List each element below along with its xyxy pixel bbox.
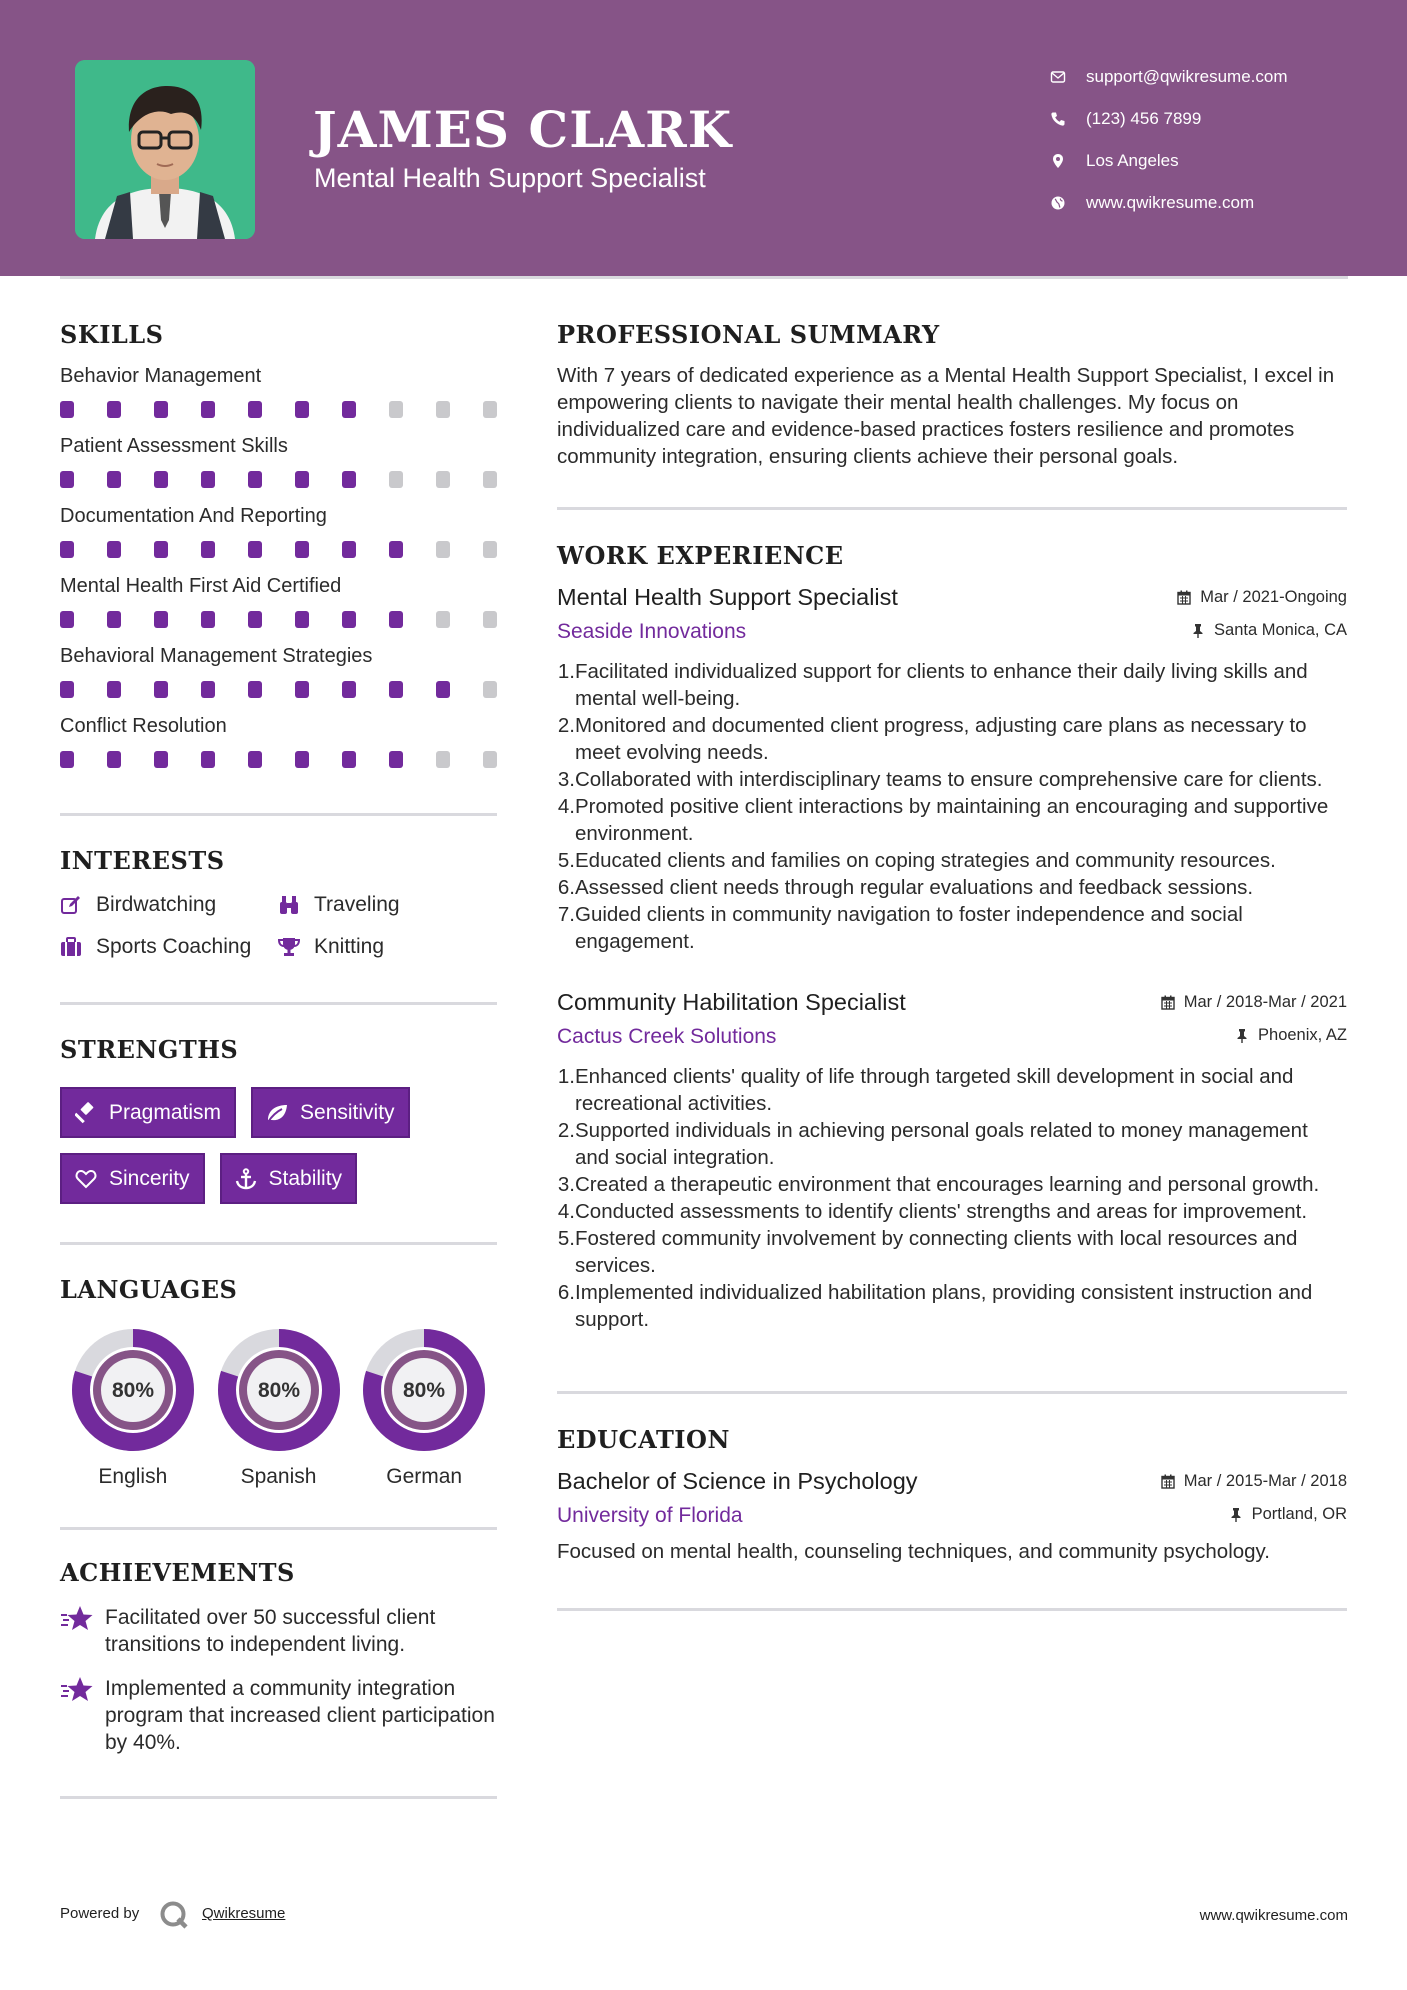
skill-dot-filled	[248, 401, 262, 418]
skill-level-dots	[60, 401, 497, 419]
strength-tag	[60, 1153, 205, 1204]
skill-dot-filled	[154, 541, 168, 558]
skill-dot-empty	[483, 611, 497, 628]
interest-item	[60, 893, 278, 917]
skill-dot-filled	[248, 751, 262, 768]
skill-dot-empty	[389, 401, 403, 418]
job-location	[1191, 621, 1347, 640]
skill-level-dots	[60, 541, 497, 559]
section-divider	[557, 1391, 1347, 1394]
job-bullet	[557, 1198, 1347, 1225]
company-name: Cactus Creek Solutions	[557, 1025, 777, 1048]
skill-dot-empty	[389, 471, 403, 488]
bullet-number: 4.	[557, 1200, 575, 1223]
bullet-number: 4.	[557, 795, 575, 818]
section-divider	[557, 1608, 1347, 1611]
resume-header	[0, 0, 1407, 276]
skill-dot-filled	[295, 401, 309, 418]
interest-item	[60, 935, 278, 959]
skill-dot-filled	[201, 541, 215, 558]
language-percent: 80%	[403, 1379, 446, 1402]
section-divider	[60, 1527, 497, 1530]
briefcase-icon	[60, 936, 84, 958]
education-dates	[1161, 1472, 1347, 1491]
interest-item	[278, 935, 478, 959]
achievement-text: Facilitated over 50 successful client transitions to independent living.	[105, 1606, 436, 1656]
company-name: Seaside Innovations	[557, 620, 747, 643]
interest-item	[278, 893, 478, 917]
job-bullet	[557, 1279, 1347, 1333]
contact-location	[1050, 140, 1380, 182]
skill-dot-filled	[107, 471, 121, 488]
skill-dot-filled	[60, 751, 74, 768]
language-item	[206, 1329, 352, 1489]
powered-by-label: Powered by	[60, 1905, 140, 1922]
language-percent: 80%	[111, 1379, 154, 1402]
contact-website-text: www.qwikresume.com	[1086, 193, 1255, 212]
pushpin-icon	[1191, 623, 1205, 638]
calendar-icon	[1161, 995, 1175, 1010]
gavel-icon	[75, 1102, 97, 1124]
bullet-text: Monitored and documented client progress, adjusting care plans as necessary to meet evolving needs.	[575, 714, 1307, 764]
footer-website[interactable]: www.qwikresume.com	[1199, 1907, 1348, 1924]
skill-dot-empty	[483, 541, 497, 558]
skill-dot-filled	[154, 611, 168, 628]
education-heading: EDUCATION	[557, 1425, 730, 1454]
strengths-list	[60, 1087, 460, 1204]
bullet-number: 5.	[557, 849, 575, 872]
job-subhead	[557, 1025, 1347, 1049]
education-section	[557, 1425, 1347, 1565]
bullet-number: 3.	[557, 1173, 575, 1196]
education-description: Focused on mental health, counseling techniques, and community psychology.	[557, 1540, 1270, 1563]
job-title: Community Habilitation Specialist	[557, 989, 906, 1015]
skill-dot-filled	[154, 751, 168, 768]
skill-level-dots	[60, 471, 497, 489]
skills-section	[60, 320, 497, 769]
interests-section	[60, 846, 497, 959]
bullet-text: Collaborated with interdisciplinary teams to ensure comprehensive care for clients.	[575, 768, 1323, 791]
skill-dot-filled	[295, 471, 309, 488]
person-portrait-icon	[75, 60, 255, 239]
bullet-text: Conducted assessments to identify clients' strengths and areas for improvement.	[575, 1200, 1308, 1223]
job-entry	[557, 584, 1347, 955]
skill-dot-filled	[389, 541, 403, 558]
bullet-text: Implemented individualized habilitation plans, providing consistent instruction and support.	[575, 1281, 1313, 1331]
skill-dot-filled	[107, 751, 121, 768]
skill-dot-empty	[436, 751, 450, 768]
job-entry	[557, 989, 1347, 1333]
contact-location-text: Los Angeles	[1086, 151, 1179, 170]
job-dates-text: Mar / 2018-Mar / 2021	[1183, 993, 1347, 1011]
language-percent: 80%	[257, 1379, 300, 1402]
skill-name: Behavioral Management Strategies	[60, 645, 373, 667]
job-dates	[1177, 588, 1347, 607]
bullet-number: 7.	[557, 903, 575, 926]
language-name: German	[386, 1465, 463, 1488]
strength-label: Sensitivity	[300, 1100, 395, 1124]
interests-list	[60, 893, 497, 959]
binoculars-icon	[278, 894, 302, 916]
achievements-heading: ACHIEVEMENTS	[60, 1558, 295, 1587]
job-bullet	[557, 874, 1347, 901]
interests-heading: INTERESTS	[60, 846, 225, 875]
skill-dot-filled	[107, 541, 121, 558]
brand-link[interactable]: Qwikresume	[202, 1905, 286, 1922]
skill-dot-filled	[342, 611, 356, 628]
candidate-name: JAMES CLARK	[313, 100, 733, 159]
job-bullet	[557, 793, 1347, 847]
job-bullets	[557, 1063, 1347, 1333]
candidate-title: Mental Health Support Specialist	[314, 163, 706, 193]
language-donut	[363, 1329, 485, 1451]
strength-label: Stability	[268, 1166, 343, 1190]
skill-name: Conflict Resolution	[60, 715, 227, 737]
bullet-number: 5.	[557, 1227, 575, 1250]
contact-phone[interactable]	[1050, 98, 1380, 140]
leaf-icon	[266, 1102, 288, 1124]
contact-email-text: support@qwikresume.com	[1086, 67, 1288, 86]
skill-dot-filled	[248, 681, 262, 698]
strengths-heading: STRENGTHS	[60, 1035, 239, 1064]
left-column	[60, 320, 497, 1799]
section-divider	[60, 1796, 497, 1799]
skill-name: Behavior Management	[60, 365, 262, 387]
skill-dot-filled	[60, 401, 74, 418]
achievement-item	[60, 1604, 497, 1658]
skill-dot-filled	[436, 681, 450, 698]
job-bullet	[557, 658, 1347, 712]
skill-dot-empty	[436, 471, 450, 488]
education-location-text: Portland, OR	[1251, 1505, 1347, 1523]
skill-dot-filled	[342, 681, 356, 698]
trophy-icon	[278, 936, 302, 958]
skill-dot-filled	[295, 611, 309, 628]
job-bullet	[557, 1063, 1347, 1117]
education-head	[557, 1468, 1347, 1495]
skills-list	[60, 365, 497, 769]
skill-dot-filled	[107, 611, 121, 628]
skill-name: Mental Health First Aid Certified	[60, 575, 342, 597]
skill-dot-empty	[483, 471, 497, 488]
contact-website[interactable]	[1050, 182, 1380, 224]
section-divider	[60, 1002, 497, 1005]
job-bullet	[557, 901, 1347, 955]
contact-phone-text: (123) 456 7899	[1086, 109, 1202, 128]
skill-dot-filled	[248, 541, 262, 558]
education-location	[1229, 1505, 1347, 1524]
contact-email[interactable]	[1050, 56, 1380, 98]
education-dates-text: Mar / 2015-Mar / 2018	[1183, 1472, 1347, 1490]
contact-list	[1050, 56, 1380, 224]
envelope-icon	[1050, 69, 1066, 85]
skill-level-dots	[60, 611, 497, 629]
section-divider	[60, 1242, 497, 1245]
skill-level-dots	[60, 751, 497, 769]
skill-dot-filled	[201, 401, 215, 418]
page-footer	[60, 1900, 1348, 1930]
skill-dot-filled	[342, 541, 356, 558]
skill-dot-filled	[248, 471, 262, 488]
map-pin-icon	[1050, 153, 1066, 169]
jobs-list	[557, 584, 1347, 1333]
language-name: English	[98, 1465, 168, 1488]
skill-dot-filled	[154, 401, 168, 418]
header-divider	[60, 276, 1348, 279]
bullet-number: 6.	[557, 1281, 575, 1304]
skill-dot-empty	[483, 401, 497, 418]
job-dates-text: Mar / 2021-Ongoing	[1200, 588, 1347, 606]
degree-title: Bachelor of Science in Psychology	[557, 1468, 918, 1494]
strength-tag	[251, 1087, 410, 1138]
bullet-text: Enhanced clients' quality of life through targeted skill development in social and recreational activities.	[575, 1065, 1294, 1115]
job-location-text: Santa Monica, CA	[1214, 621, 1347, 639]
strength-tag	[60, 1087, 236, 1138]
bullet-text: Guided clients in community navigation to foster independence and social engagement.	[575, 903, 1243, 953]
skill-dot-empty	[436, 611, 450, 628]
strength-label: Pragmatism	[109, 1100, 222, 1124]
language-item	[60, 1329, 206, 1489]
section-divider	[60, 813, 497, 816]
skill-dot-filled	[154, 681, 168, 698]
job-bullet	[557, 847, 1347, 874]
experience-heading: WORK EXPERIENCE	[557, 541, 844, 570]
skill-dot-filled	[107, 681, 121, 698]
skill-dot-filled	[60, 611, 74, 628]
job-dates	[1161, 993, 1347, 1012]
skill-dot-filled	[248, 611, 262, 628]
languages-list	[60, 1329, 497, 1489]
bullet-text: Fostered community involvement by connecting clients with local resources and services.	[575, 1227, 1298, 1277]
skill-name: Documentation And Reporting	[60, 505, 327, 527]
job-location-text: Phoenix, AZ	[1258, 1026, 1347, 1044]
skill-dot-empty	[483, 751, 497, 768]
star-icon	[60, 1604, 94, 1634]
skill-dot-filled	[342, 751, 356, 768]
language-donut	[72, 1329, 194, 1451]
bullet-number: 2.	[557, 714, 575, 737]
achievements-section	[60, 1558, 497, 1756]
star-icon	[60, 1675, 94, 1705]
skill-dot-filled	[201, 611, 215, 628]
anchor-icon	[235, 1168, 257, 1190]
interest-label: Sports Coaching	[96, 935, 252, 958]
bullet-number: 1.	[557, 660, 575, 683]
skill-dot-filled	[60, 681, 74, 698]
job-bullets	[557, 658, 1347, 955]
bullet-number: 6.	[557, 876, 575, 899]
pencil-square-icon	[60, 894, 84, 916]
job-bullet	[557, 1225, 1347, 1279]
job-title: Mental Health Support Specialist	[557, 584, 898, 610]
strength-tag	[220, 1153, 358, 1204]
skill-dot-filled	[60, 471, 74, 488]
phone-icon	[1050, 111, 1066, 127]
skills-heading: SKILLS	[60, 320, 164, 349]
skill-name: Patient Assessment Skills	[60, 435, 288, 457]
bullet-text: Promoted positive client interactions by maintaining an encouraging and supportive environment.	[575, 795, 1329, 845]
job-location	[1235, 1026, 1347, 1045]
globe-icon	[1050, 195, 1066, 211]
language-name: Spanish	[240, 1465, 317, 1488]
education-subhead	[557, 1504, 1347, 1528]
bullet-number: 3.	[557, 768, 575, 791]
bullet-text: Supported individuals in achieving personal goals related to money management and social integration.	[575, 1119, 1308, 1169]
skill-dot-filled	[60, 541, 74, 558]
bullet-text: Created a therapeutic environment that encourages learning and personal growth.	[575, 1173, 1320, 1196]
calendar-icon	[1161, 1474, 1175, 1489]
summary-section	[557, 320, 1347, 470]
achievement-item	[60, 1675, 497, 1756]
skill-dot-filled	[295, 751, 309, 768]
calendar-icon	[1177, 590, 1191, 605]
skill-dot-filled	[201, 681, 215, 698]
bullet-text: Educated clients and families on coping strategies and community resources.	[575, 849, 1276, 872]
section-divider	[557, 507, 1347, 510]
heart-icon	[75, 1168, 97, 1190]
job-bullet	[557, 1117, 1347, 1171]
skill-dot-filled	[107, 401, 121, 418]
language-donut	[218, 1329, 340, 1451]
school-name: University of Florida	[557, 1504, 743, 1527]
job-subhead	[557, 620, 1347, 644]
skill-dot-filled	[389, 611, 403, 628]
job-head	[557, 989, 1347, 1016]
profile-photo	[75, 60, 255, 239]
skill-dot-empty	[436, 401, 450, 418]
pushpin-icon	[1235, 1028, 1249, 1043]
skill-dot-empty	[436, 541, 450, 558]
job-head	[557, 584, 1347, 611]
pushpin-icon	[1229, 1507, 1243, 1522]
languages-heading: LANGUAGES	[60, 1275, 238, 1304]
skill-dot-filled	[295, 681, 309, 698]
language-item	[351, 1329, 497, 1489]
skill-dot-filled	[342, 401, 356, 418]
languages-section	[60, 1275, 497, 1489]
right-column	[557, 320, 1347, 1611]
strengths-section	[60, 1035, 497, 1204]
bullet-number: 1.	[557, 1065, 575, 1088]
achievement-text: Implemented a community integration program that increased client participation by 40%.	[105, 1677, 495, 1754]
job-bullet	[557, 712, 1347, 766]
skill-dot-filled	[389, 681, 403, 698]
skill-dot-filled	[201, 751, 215, 768]
job-bullet	[557, 1171, 1347, 1198]
summary-text: With 7 years of dedicated experience as a Mental Health Support Specialist, I excel in empowering clients to navigate their mental health challenges. My focus on individualized care and evidence-based practices fosters resilience and promotes community integration, ensuring clients achieve their personal goals.	[557, 364, 1335, 468]
skill-dot-filled	[154, 471, 168, 488]
bullet-text: Assessed client needs through regular evaluations and feedback sessions.	[575, 876, 1254, 899]
interest-label: Traveling	[314, 893, 400, 916]
skill-dot-filled	[201, 471, 215, 488]
skill-level-dots	[60, 681, 497, 699]
skill-dot-empty	[483, 681, 497, 698]
interest-label: Knitting	[314, 935, 385, 958]
skill-dot-filled	[342, 471, 356, 488]
skill-dot-filled	[295, 541, 309, 558]
skill-dot-filled	[389, 751, 403, 768]
bullet-number: 2.	[557, 1119, 575, 1142]
qwikresume-logo-icon	[159, 1900, 189, 1930]
job-bullet	[557, 766, 1347, 793]
summary-heading: PROFESSIONAL SUMMARY	[557, 320, 940, 349]
strength-label: Sincerity	[109, 1166, 190, 1190]
experience-section	[557, 541, 1347, 1333]
bullet-text: Facilitated individualized support for clients to enhance their daily living skills and mental well-being.	[575, 660, 1308, 710]
interest-label: Birdwatching	[96, 893, 217, 916]
